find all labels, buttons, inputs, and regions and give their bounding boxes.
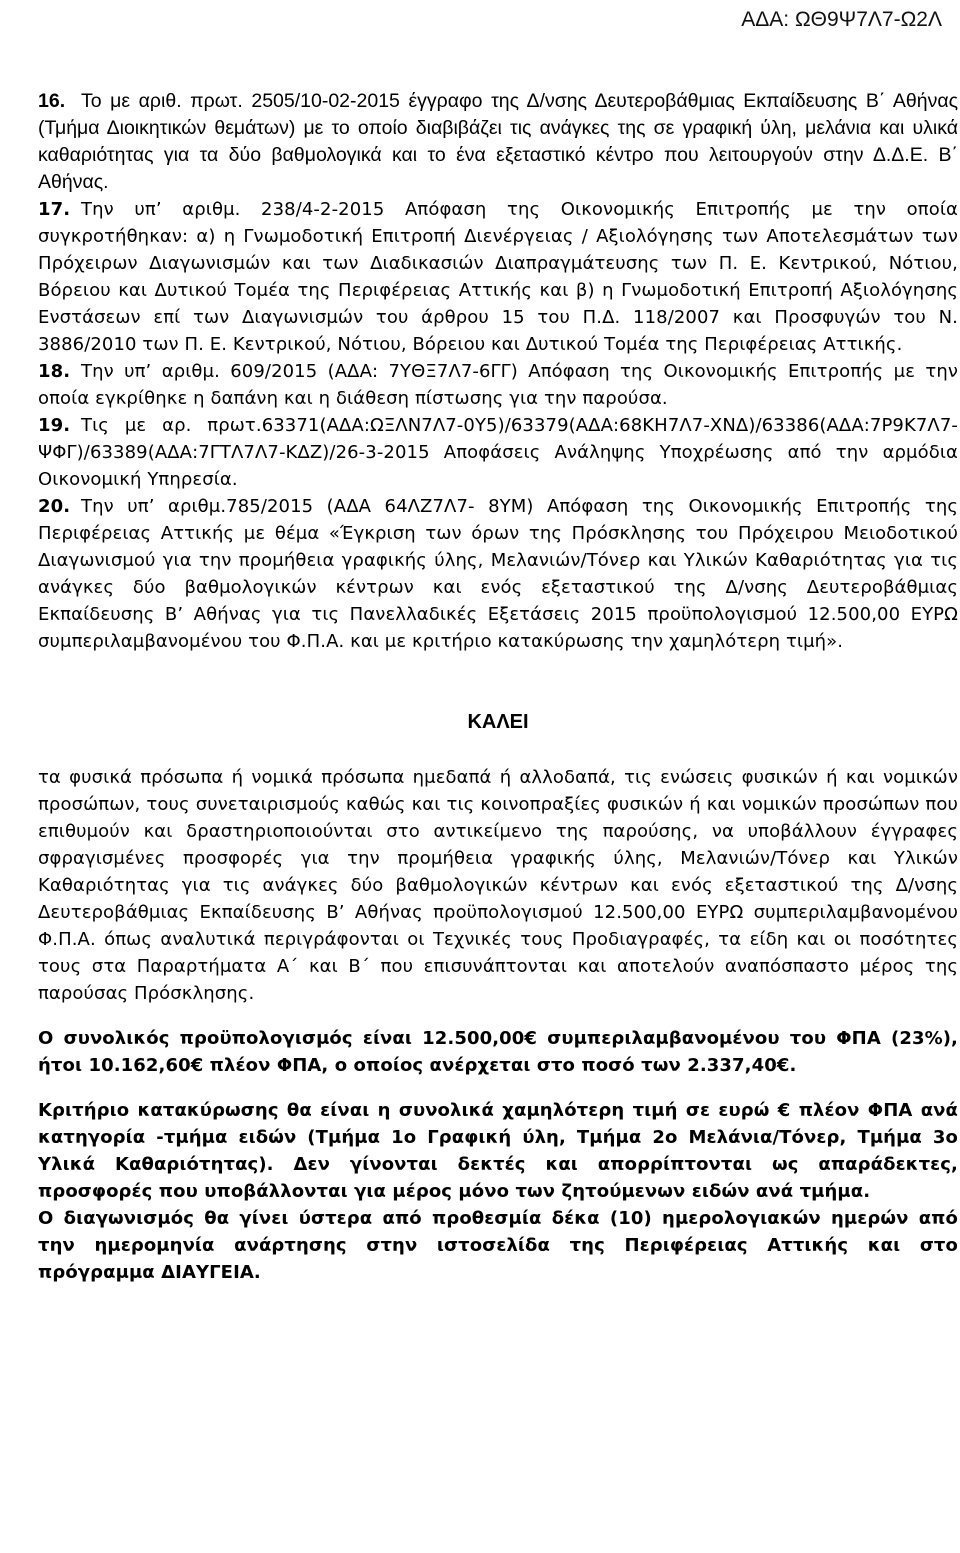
item-text: Την υπ’ αριθμ.785/2015 (ΑΔΑ 64ΛΖ7Λ7- 8ΥΜ) Απόφαση της Οικονομικής Επιτροπής της Περιφέρειας Αττικής με θέμα «Έγκριση των όρων της Πρόσκλησης του Πρόχειρου Μειοδοτικού Διαγωνισμού για την προμήθεια γραφικής ύλης, Μελανιών/Τόνερ και Υλικών Καθαριότητας για τις ανάγκες δύο βαθμολογικών κέντρων και ενός εξεταστικού της Δ/νσης Δευτεροβάθμιας Εκπαίδευσης Β’ Αθήνας για τις Πανελλαδικές Εξετάσεις 2015 προϋπολογισμού 12.500,00 ΕΥΡΩ συμπεριλαμβανομένου του Φ.Π.Α. και με κριτήριο κατακύρωσης την χαμηλότερη τιμή». [38,496,958,652]
timing-paragraph: Ο διαγωνισμός θα γίνει ύστερα από προθεσμία δέκα (10) ημερολογιακών ημερών από την ημερομηνία ανάρτησης στην ιστοσελίδα της Περιφέρειας Αττικής και στο πρόγραμμα ΔΙΑΥΓΕΙΑ. [38,1208,958,1283]
list-item-16 [38,88,958,196]
budget-paragraph: Ο συνολικός προϋπολογισμός είναι 12.500,00€ συμπεριλαμβανομένου του ΦΠΑ (23%), ήτοι 10.162,60€ πλέον ΦΠΑ, ο οποίος ανέρχεται στο ποσό των 2.337,40€. [38,1028,958,1076]
spacer [38,1007,958,1025]
list-item-20 [38,493,958,655]
item-number: 20. [38,496,71,517]
item-number: 19. [38,415,71,436]
item-text: Την υπ’ αριθμ. 238/4-2-2015 Απόφαση της Οικονομικής Επιτροπής με την οποία συγκροτήθηκαν: α) η Γνωμοδοτική Επιτροπή Διενέργειας / Αξιολόγησης των Αποτελεσμάτων των Πρόχειρων Διαγωνισμών και των Διαδικασιών Διαπραγμάτευσης των Π. Ε. Κεντρικού, Νότιου, Βόρειου και Δυτικού Τομέα της Περιφέρειας Αττικής και β) η Γνωμοδοτική Επιτροπή Αξιολόγησης Ενστάσεων επί των Διαγωνισμών του άρθρου 15 του Π.Δ. 118/2007 και Προσφυγών του Ν. 3886/2010 των Π. Ε. Κεντρικού, Νότιου, Βόρειου και Δυτικού Τομέα της Περιφέρειας Αττικής. [38,199,958,355]
spacer [38,1079,958,1097]
item-text: Την υπ’ αριθμ. 609/2015 (ΑΔΑ: 7ΥΘΞ7Λ7-6ΓΓ) Απόφαση της Οικονομικής Επιτροπής με την οποία εγκρίθηκε η δαπάνη και η διάθεση πίστωσης για την παρούσα. [38,361,958,409]
item-number: 18. [38,361,71,382]
ada-header: ΑΔΑ: ΩΘ9Ψ7Λ7-Ω2Λ [741,8,942,31]
item-number: 17. [38,199,71,220]
item-number: 16. [38,90,66,112]
call-paragraph: τα φυσικά πρόσωπα ή νομικά πρόσωπα ημεδαπά ή αλλοδαπά, τις ενώσεις φυσικών ή και νομικών προσώπων, τους συνεταιρισμούς καθώς και τις κοινοπραξίες φυσικών ή και νομικών προσώπων που επιθυμούν και δραστηριοποιούνται στο αντικείμενο της παρούσης, να υποβάλλουν έγγραφες σφραγισμένες προσφορές για την προμήθεια γραφικής ύλης, Μελανιών/Τόνερ και Υλικών Καθαριότητας για τις ανάγκες δύο βαθμολογικών κέντρων και ενός εξεταστικού της Δ/νσης Δευτεροβάθμιας Εκπαίδευσης Β’ Αθήνας προϋπολογισμού 12.500,00 ΕΥΡΩ συμπεριλαμβανομένου Φ.Π.Α. όπως αναλυτικά περιγράφονται οι Τεχνικές τους Προδιαγραφές, τα είδη και οι ποσότητες τους στα Παραρτήματα Α΄ και Β΄ που επισυνάπτονται και αποτελούν αναπόσπαστο μέρος της παρούσας Πρόσκλησης. [38,767,958,1004]
list-item-19 [38,412,958,493]
call-heading: ΚΑΛΕΙ [467,711,529,733]
item-text: Το με αριθ. πρωτ. 2505/10-02-2015 έγγραφο της Δ/νσης Δευτεροβάθμιας Εκπαίδευσης Β΄ Αθήνας (Τμήμα Διοικητικών θεμάτων) με το οποίο διαβιβάζει τις ανάγκες της σε γραφική ύλη, μελάνια και υλικά καθαριότητας για τα δύο βαθμολογικά και το ένα εξεταστικό κέντρο που λειτουργούν στην Δ.Δ.Ε. Β΄ Αθήνας. [38,90,958,193]
criteria-paragraph: Κριτήριο κατακύρωσης θα είναι η συνολικά χαμηλότερη τιμή σε ευρώ € πλέον ΦΠΑ ανά κατηγορία -τμήμα ειδών (Τμήμα 1ο Γραφική ύλη, Τμήμα 2ο Μελάνια/Τόνερ, Τμήμα 3ο Υλικά Καθαριότητας). Δεν γίνονται δεκτές και απορρίπτονται ως απαράδεκτες, προσφορές που υποβάλλονται για μέρος μόνο των ζητούμενων ειδών ανά τμήμα. [38,1100,958,1202]
list-item-17 [38,196,958,358]
list-item-18 [38,358,958,412]
document-body [38,88,958,1286]
item-text: Τις με αρ. πρωτ.63371(ΑΔΑ:ΩΞΛΝ7Λ7-0Υ5)/63379(ΑΔΑ:68ΚΗ7Λ7-ΧΝΔ)/63386(ΑΔΑ:7Ρ9Κ7Λ7-ΨΦΓ)/63389(ΑΔΑ:7ΓΤΛ7Λ7-ΚΔΖ)/26-3-2015 Αποφάσεις Ανάληψης Υποχρέωσης από την αρμόδια Οικονομική Υπηρεσία. [38,415,958,490]
